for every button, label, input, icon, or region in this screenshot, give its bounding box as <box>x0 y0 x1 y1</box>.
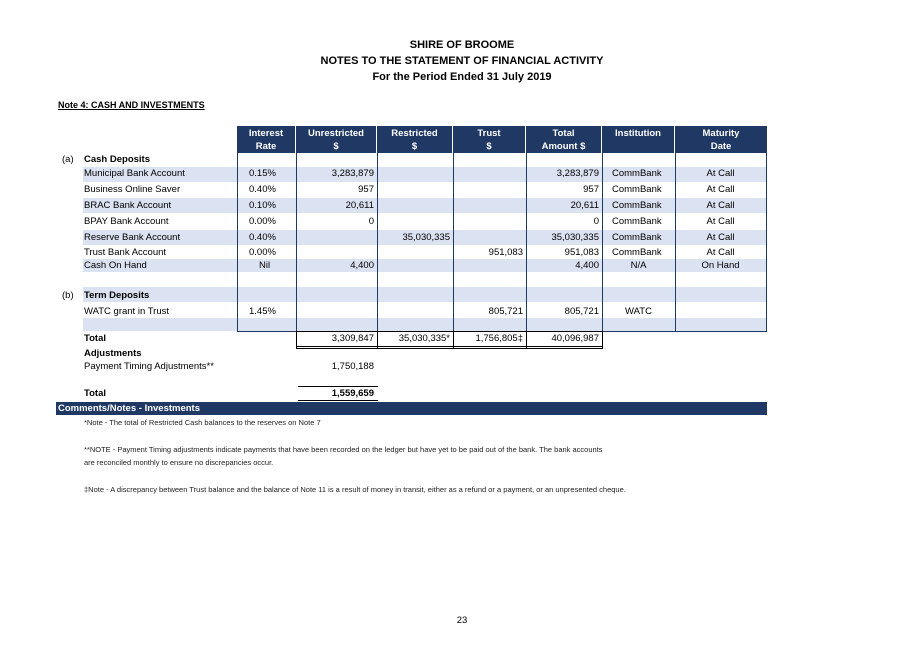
row-band <box>83 167 767 182</box>
rate-cell: 0.40% <box>249 232 276 243</box>
total-rule <box>296 331 297 349</box>
footnote-payment-timing: **NOTE - Payment Timing adjustments indicate payments that have been recorded on the ledger but have yet to be paid out of the bank. The bank accounts <box>84 445 603 454</box>
section-label-cash-deposits: Cash Deposits <box>84 154 150 165</box>
comments-heading: Comments/Notes - Investments <box>56 402 767 415</box>
row-band <box>83 198 767 213</box>
row-label: WATC grant in Trust <box>84 306 169 317</box>
total-rule <box>377 331 378 349</box>
footnote-payment-timing-cont: are reconciled monthly to ensure no discrepancies occur. <box>84 458 274 467</box>
rate-cell: 1.45% <box>249 306 276 317</box>
col-header-institution: Institution <box>602 126 675 153</box>
total-rule <box>526 331 527 349</box>
rate-cell: 0.40% <box>249 184 276 195</box>
total-cell: 0 <box>593 216 599 227</box>
total-unrestricted: 3,309,847 <box>331 333 374 344</box>
report-title: NOTES TO THE STATEMENT OF FINANCIAL ACTIVITY <box>320 55 604 67</box>
row-label: Cash On Hand <box>84 260 147 271</box>
col-header-unrestricted: Unrestricted $ <box>296 126 377 153</box>
total-rule <box>602 331 603 349</box>
restricted-cell: 35,030,335 <box>402 232 450 243</box>
footnote-restricted: *Note - The total of Restricted Cash balances to the reserves on Note 7 <box>84 418 321 427</box>
total-cell: 20,611 <box>570 200 599 211</box>
payment-timing-value: 1,750,188 <box>331 361 374 372</box>
total-cell: 4,400 <box>575 260 599 271</box>
grid-line <box>237 153 238 332</box>
total-label: Total <box>84 333 106 344</box>
maturity-cell: At Call <box>706 200 735 211</box>
rate-cell: 0.00% <box>249 247 276 258</box>
institution-cell: CommBank <box>612 247 662 258</box>
total-cell: 35,030,335 <box>551 232 599 243</box>
unrestricted-cell: 20,611 <box>345 200 374 211</box>
col-header-interest-rate: Interest Rate <box>237 126 296 153</box>
payment-timing-label: Payment Timing Adjustments** <box>84 361 214 372</box>
institution-cell: CommBank <box>612 200 662 211</box>
grand-total-rule <box>298 386 378 387</box>
total-cell: 805,721 <box>564 306 599 317</box>
note-heading: Note 4: CASH AND INVESTMENTS <box>58 100 205 110</box>
institution-cell: N/A <box>630 260 647 271</box>
grand-total-value: 1,559,659 <box>331 388 374 399</box>
unrestricted-cell: 3,283,879 <box>331 168 374 179</box>
maturity-cell: At Call <box>706 247 735 258</box>
row-label: Trust Bank Account <box>84 247 167 258</box>
rate-cell: 0.00% <box>249 216 276 227</box>
grand-total-label: Total <box>84 388 106 399</box>
col-header-total-amount: Total Amount $ <box>526 126 602 153</box>
section-letter: (a) <box>62 154 74 165</box>
row-label: Municipal Bank Account <box>84 168 185 179</box>
report-period: For the Period Ended 31 July 2019 <box>372 71 552 83</box>
adjustments-label: Adjustments <box>84 348 142 359</box>
total-amount: 40,096,987 <box>551 333 599 344</box>
total-cell: 957 <box>583 184 599 195</box>
grand-total-rule <box>298 400 378 401</box>
institution-cell: CommBank <box>612 232 662 243</box>
maturity-cell: On Hand <box>701 260 740 271</box>
trust-cell: 951,083 <box>488 247 523 258</box>
footnote-trust-discrepancy: ‡Note - A discrepancy between Trust balance and the balance of Note 11 is a result of money in transit, either as a refund or a payment, or an unpresented cheque. <box>84 485 626 494</box>
section-letter: (b) <box>62 290 74 301</box>
section-label-term-deposits: Term Deposits <box>84 290 150 301</box>
trust-cell: 805,721 <box>488 306 523 317</box>
row-band <box>83 318 767 331</box>
maturity-cell: At Call <box>706 184 735 195</box>
page-number: 23 <box>456 615 468 626</box>
total-rule <box>453 331 454 349</box>
row-label: BRAC Bank Account <box>84 200 172 211</box>
institution-cell: CommBank <box>612 216 662 227</box>
rate-cell: 0.10% <box>249 200 276 211</box>
row-label: Reserve Bank Account <box>84 232 181 243</box>
report-org-title: SHIRE OF BROOME <box>409 39 515 51</box>
col-header-maturity-date: Maturity Date <box>675 126 767 153</box>
row-label: BPAY Bank Account <box>84 216 169 227</box>
rate-cell: 0.15% <box>249 168 276 179</box>
col-header-trust: Trust $ <box>453 126 526 153</box>
total-restricted: 35,030,335* <box>398 333 450 344</box>
unrestricted-cell: 957 <box>358 184 374 195</box>
row-label: Business Online Saver <box>84 184 181 195</box>
total-cell: 3,283,879 <box>556 168 599 179</box>
maturity-cell: At Call <box>706 168 735 179</box>
total-cell: 951,083 <box>564 247 599 258</box>
institution-cell: WATC <box>625 306 652 317</box>
unrestricted-cell: 4,400 <box>350 260 374 271</box>
rate-cell: Nil <box>259 260 271 271</box>
maturity-cell: At Call <box>706 216 735 227</box>
total-rule <box>296 346 602 347</box>
grid-line <box>766 153 767 332</box>
total-rule <box>296 331 602 332</box>
row-band <box>83 287 767 302</box>
unrestricted-cell: 0 <box>368 216 374 227</box>
total-rule <box>296 348 602 349</box>
col-header-restricted: Restricted $ <box>377 126 453 153</box>
institution-cell: CommBank <box>612 184 662 195</box>
institution-cell: CommBank <box>612 168 662 179</box>
total-trust: 1,756,805‡ <box>475 333 523 344</box>
maturity-cell: At Call <box>706 232 735 243</box>
